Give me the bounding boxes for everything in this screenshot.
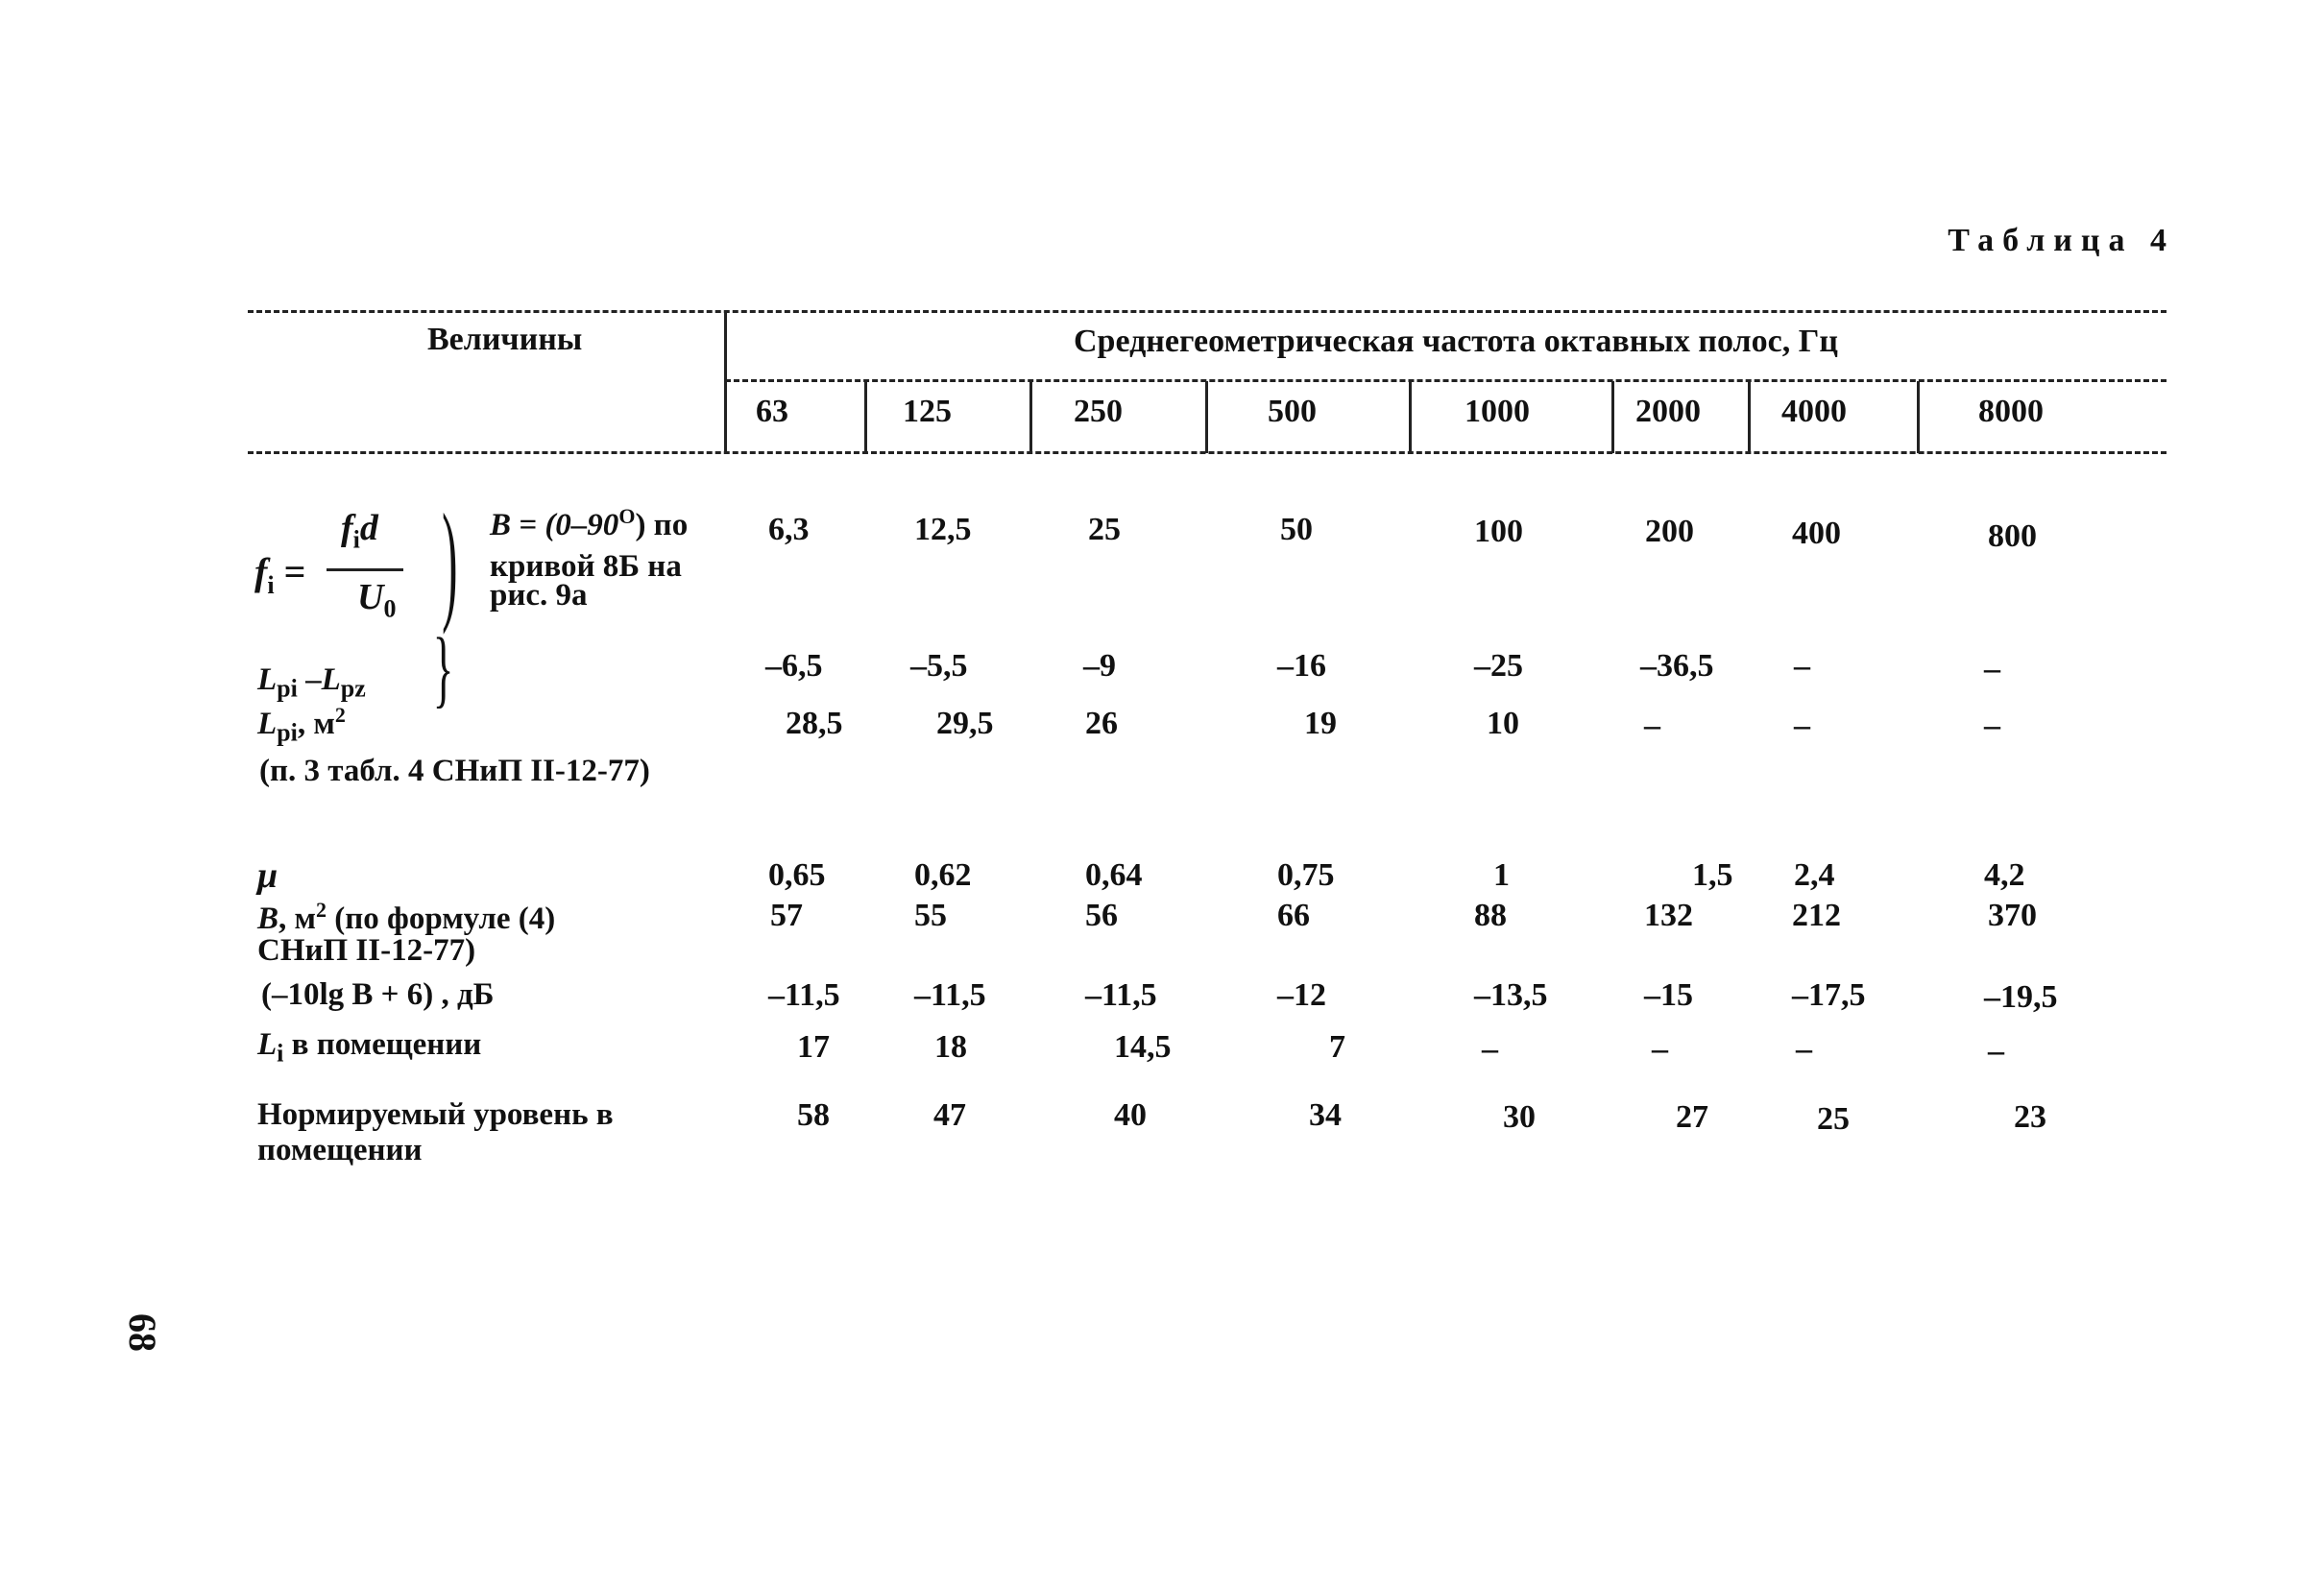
mu-63: 0,65: [768, 857, 826, 893]
norm-63: 58: [797, 1097, 830, 1133]
f-125: 12,5: [914, 512, 972, 547]
f-8000: 800: [1988, 518, 2037, 554]
freq-250: 250: [1074, 394, 1123, 429]
col-divider: [1917, 381, 1920, 453]
mu-125: 0,62: [914, 857, 972, 893]
header-divider: [724, 312, 727, 454]
b-250: 56: [1085, 898, 1118, 933]
col-divider: [1748, 381, 1751, 453]
li-125: 18: [934, 1029, 967, 1065]
b-125: 55: [914, 898, 947, 933]
delta-8000: –: [1984, 651, 2000, 686]
lg-2000: –15: [1644, 977, 1693, 1013]
lg-63: –11,5: [768, 977, 840, 1013]
f-63: 6,3: [768, 512, 810, 547]
li-label: $L_i$ в помещении: [257, 1027, 482, 1068]
formula-note-line1: $B = (0-90^O)$ по: [490, 504, 689, 542]
f-1000: 100: [1474, 514, 1523, 549]
lg-500: –12: [1277, 977, 1326, 1013]
mu-2000: 1,5: [1692, 857, 1733, 893]
f-250: 25: [1088, 512, 1121, 547]
mu-1000: 1: [1493, 857, 1510, 893]
delta-4000: –: [1794, 648, 1810, 684]
norm-8000: 23: [2014, 1099, 2046, 1135]
mu-500: 0,75: [1277, 857, 1335, 893]
col-divider: [1029, 381, 1032, 453]
b-4000: 212: [1792, 898, 1841, 933]
formula-lhs: $f_i$ =: [254, 550, 306, 599]
freq-1000: 1000: [1465, 394, 1530, 429]
freq-4000: 4000: [1781, 394, 1847, 429]
formula-numerator: $f_id$: [341, 508, 378, 554]
lpi-8000: –: [1984, 708, 2000, 743]
col-divider: [1205, 381, 1208, 453]
col-divider: [1611, 381, 1614, 453]
lpi-2000: –: [1644, 708, 1660, 743]
li-250: 14,5: [1114, 1029, 1172, 1065]
li-1000: –: [1482, 1031, 1498, 1067]
b-8000: 370: [1988, 898, 2037, 933]
freq-8000: 8000: [1978, 394, 2044, 429]
header-quantities: Величины: [427, 322, 583, 357]
delta-1000: –25: [1474, 648, 1523, 684]
header-frequency-title: Среднегеометрическая частота октавных полос, Гц: [1074, 324, 1838, 359]
li-63: 17: [797, 1029, 830, 1065]
li-4000: –: [1796, 1031, 1812, 1067]
mu-label: μ: [257, 855, 278, 896]
lpi-4000: –: [1794, 708, 1810, 743]
lpi-250: 26: [1085, 706, 1118, 741]
norm-2000: 27: [1676, 1099, 1708, 1135]
lg-1000: –13,5: [1474, 977, 1548, 1013]
lpi-63: 28,5: [786, 706, 843, 741]
lpi-label: $L_{pi}$, $м^2$: [257, 703, 346, 747]
col-divider: [1409, 381, 1412, 453]
f-500: 50: [1280, 512, 1313, 547]
delta-250: –9: [1083, 648, 1116, 684]
lpi-500: 19: [1304, 706, 1337, 741]
delta-label: $L_{pi}$ $-L_{pz}$: [257, 662, 366, 703]
norm-4000: 25: [1817, 1101, 1850, 1137]
b-1000: 88: [1474, 898, 1507, 933]
formula-note-line2: кривой 8Б на: [490, 549, 682, 584]
lpi-125: 29,5: [936, 706, 994, 741]
delta-500: –16: [1277, 648, 1326, 684]
fraction-bar: [327, 568, 403, 571]
f-4000: 400: [1792, 516, 1841, 551]
table-top-rule: [248, 310, 2167, 313]
b-63: 57: [770, 898, 803, 933]
norm-125: 47: [933, 1097, 966, 1133]
lg-label: (–10lg B + 6) , дБ: [261, 977, 495, 1012]
mu-4000: 2,4: [1794, 857, 1835, 893]
delta-125: –5,5: [910, 648, 968, 684]
lg-125: –11,5: [914, 977, 986, 1013]
b-label-source: СНиП II-12-77): [257, 933, 476, 968]
left-brace: }: [432, 621, 454, 716]
norm-500: 34: [1309, 1097, 1342, 1133]
b-500: 66: [1277, 898, 1310, 933]
formula-denominator: $U_0$: [357, 577, 397, 623]
lpi-label-source: (п. 3 табл. 4 СНиП II-12-77): [259, 754, 650, 788]
table-caption: Таблица 4: [1948, 223, 2175, 258]
lg-250: –11,5: [1085, 977, 1157, 1013]
f-2000: 200: [1645, 514, 1694, 549]
page-number: 68: [121, 1313, 164, 1352]
norm-1000: 30: [1503, 1099, 1536, 1135]
li-8000: –: [1988, 1033, 2004, 1069]
norm-250: 40: [1114, 1097, 1147, 1133]
formula-note-line3: рис. 9а: [490, 578, 588, 613]
delta-2000: –36,5: [1640, 648, 1714, 684]
norm-label-line2: помещении: [257, 1133, 423, 1167]
li-2000: –: [1652, 1031, 1668, 1067]
lg-8000: –19,5: [1984, 979, 2058, 1015]
freq-125: 125: [903, 394, 952, 429]
lg-4000: –17,5: [1792, 977, 1866, 1013]
delta-63: –6,5: [765, 648, 823, 684]
freq-2000: 2000: [1635, 394, 1701, 429]
freq-500: 500: [1268, 394, 1317, 429]
right-brace: ): [442, 487, 458, 636]
li-500: 7: [1329, 1029, 1345, 1065]
mu-8000: 4,2: [1984, 857, 2025, 893]
b-2000: 132: [1644, 898, 1693, 933]
b-label: B, $м^2$ (по формуле (4): [257, 898, 556, 936]
freq-63: 63: [756, 394, 788, 429]
header-mid-rule: [725, 379, 2167, 382]
lpi-1000: 10: [1487, 706, 1519, 741]
col-divider: [864, 381, 867, 453]
mu-250: 0,64: [1085, 857, 1143, 893]
norm-label-line1: Нормируемый уровень в: [257, 1097, 614, 1132]
